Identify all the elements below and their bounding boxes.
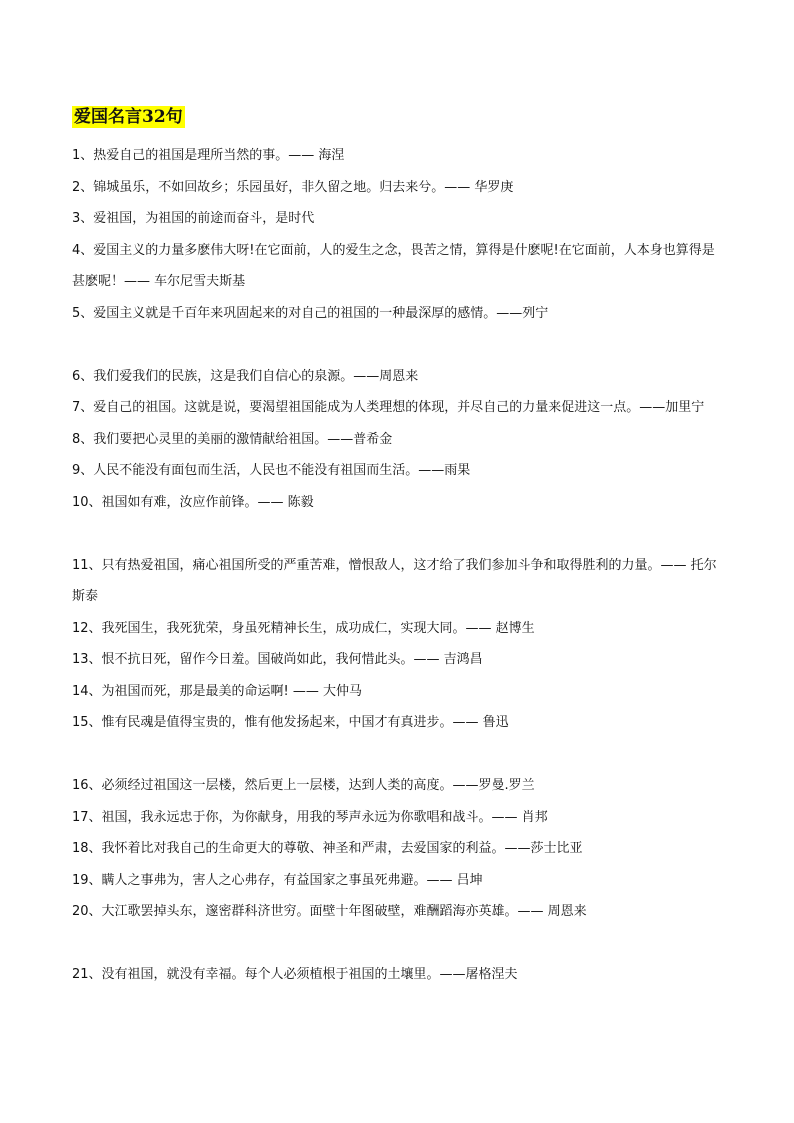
quote-item: 17、祖国，我永远忠于你，为你献身，用我的琴声永远为你歌唱和战斗。—— 肖邦 xyxy=(72,809,548,825)
quote-item: 4、爱国主义的力量多麽伟大呀!在它面前，人的爱生之念，畏苦之情，算得是什麽呢!在它面前，人本身也算得是甚麽呢！—— 车尔尼雪夫斯基 xyxy=(72,242,715,289)
quote-item: 14、为祖国而死，那是最美的命运啊! —— 大仲马 xyxy=(72,683,363,699)
quote-item: 9、人民不能没有面包而生活，人民也不能没有祖国而生活。——雨果 xyxy=(72,463,471,478)
quote-list xyxy=(72,140,724,991)
quote-item: 3、爱祖国，为祖国的前途而奋斗，是时代 xyxy=(72,211,315,226)
quote-item: 7、爱自己的祖国。这就是说，要渴望祖国能成为人类理想的体现，并尽自己的力量来促进这一点。——加里宁 xyxy=(72,400,705,415)
quote-item: 12、我死国生，我死犹荣，身虽死精神长生，成功成仁，实现大同。—— 赵博生 xyxy=(72,620,535,636)
quote-item: 13、恨不抗日死，留作今日羞。国破尚如此，我何惜此头。—— 吉鸿昌 xyxy=(72,652,483,667)
paragraph-gap xyxy=(72,329,724,361)
quote-item: 15、惟有民魂是值得宝贵的，惟有他发扬起来，中国才有真进步。—— 鲁迅 xyxy=(72,715,509,730)
paragraph-gap xyxy=(72,739,724,771)
quote-item: 20、大江歌罢掉头东，邃密群科济世穷。面壁十年图破壁，难酬蹈海亦英雄。—— 周恩来 xyxy=(72,904,587,919)
quote-item: 16、必须经过祖国这一层楼，然后更上一层楼，达到人类的高度。——罗曼.罗兰 xyxy=(72,778,535,793)
quote-item: 19、瞒人之事弗为，害人之心弗存，有益国家之事虽死弗避。—— 吕坤 xyxy=(72,872,483,888)
quote-item: 11、只有热爱祖国，痛心祖国所受的严重苦难，憎恨敌人，这才给了我们参加斗争和取得胜利的力量。—— 托尔斯泰 xyxy=(72,557,717,604)
quote-item: 8、我们要把心灵里的美丽的激情献给祖国。——普希金 xyxy=(72,431,393,447)
quote-item: 2、锦城虽乐，不如回故乡；乐园虽好，非久留之地。归去来兮。—— 华罗庚 xyxy=(72,179,514,195)
quote-item: 6、我们爱我们的民族，这是我们自信心的泉源。——周恩来 xyxy=(72,368,419,384)
quote-item: 21、没有祖国，就没有幸福。每个人必须植根于祖国的土壤里。——屠格涅夫 xyxy=(72,967,518,982)
paragraph-gap xyxy=(72,518,724,550)
quote-item: 5、爱国主义就是千百年来巩固起来的对自己的祖国的一种最深厚的感情。——列宁 xyxy=(72,305,549,321)
quote-item: 1、热爱自己的祖国是理所当然的事。—— 海涅 xyxy=(72,148,345,163)
quote-item: 10、祖国如有难，汝应作前锋。—— 陈毅 xyxy=(72,494,314,510)
page-title: 爱国名言32句 xyxy=(74,107,183,127)
paragraph-gap xyxy=(72,928,724,960)
quote-item: 18、我怀着比对我自己的生命更大的尊敬、神圣和严肃，去爱国家的利益。——莎士比亚 xyxy=(72,841,583,856)
